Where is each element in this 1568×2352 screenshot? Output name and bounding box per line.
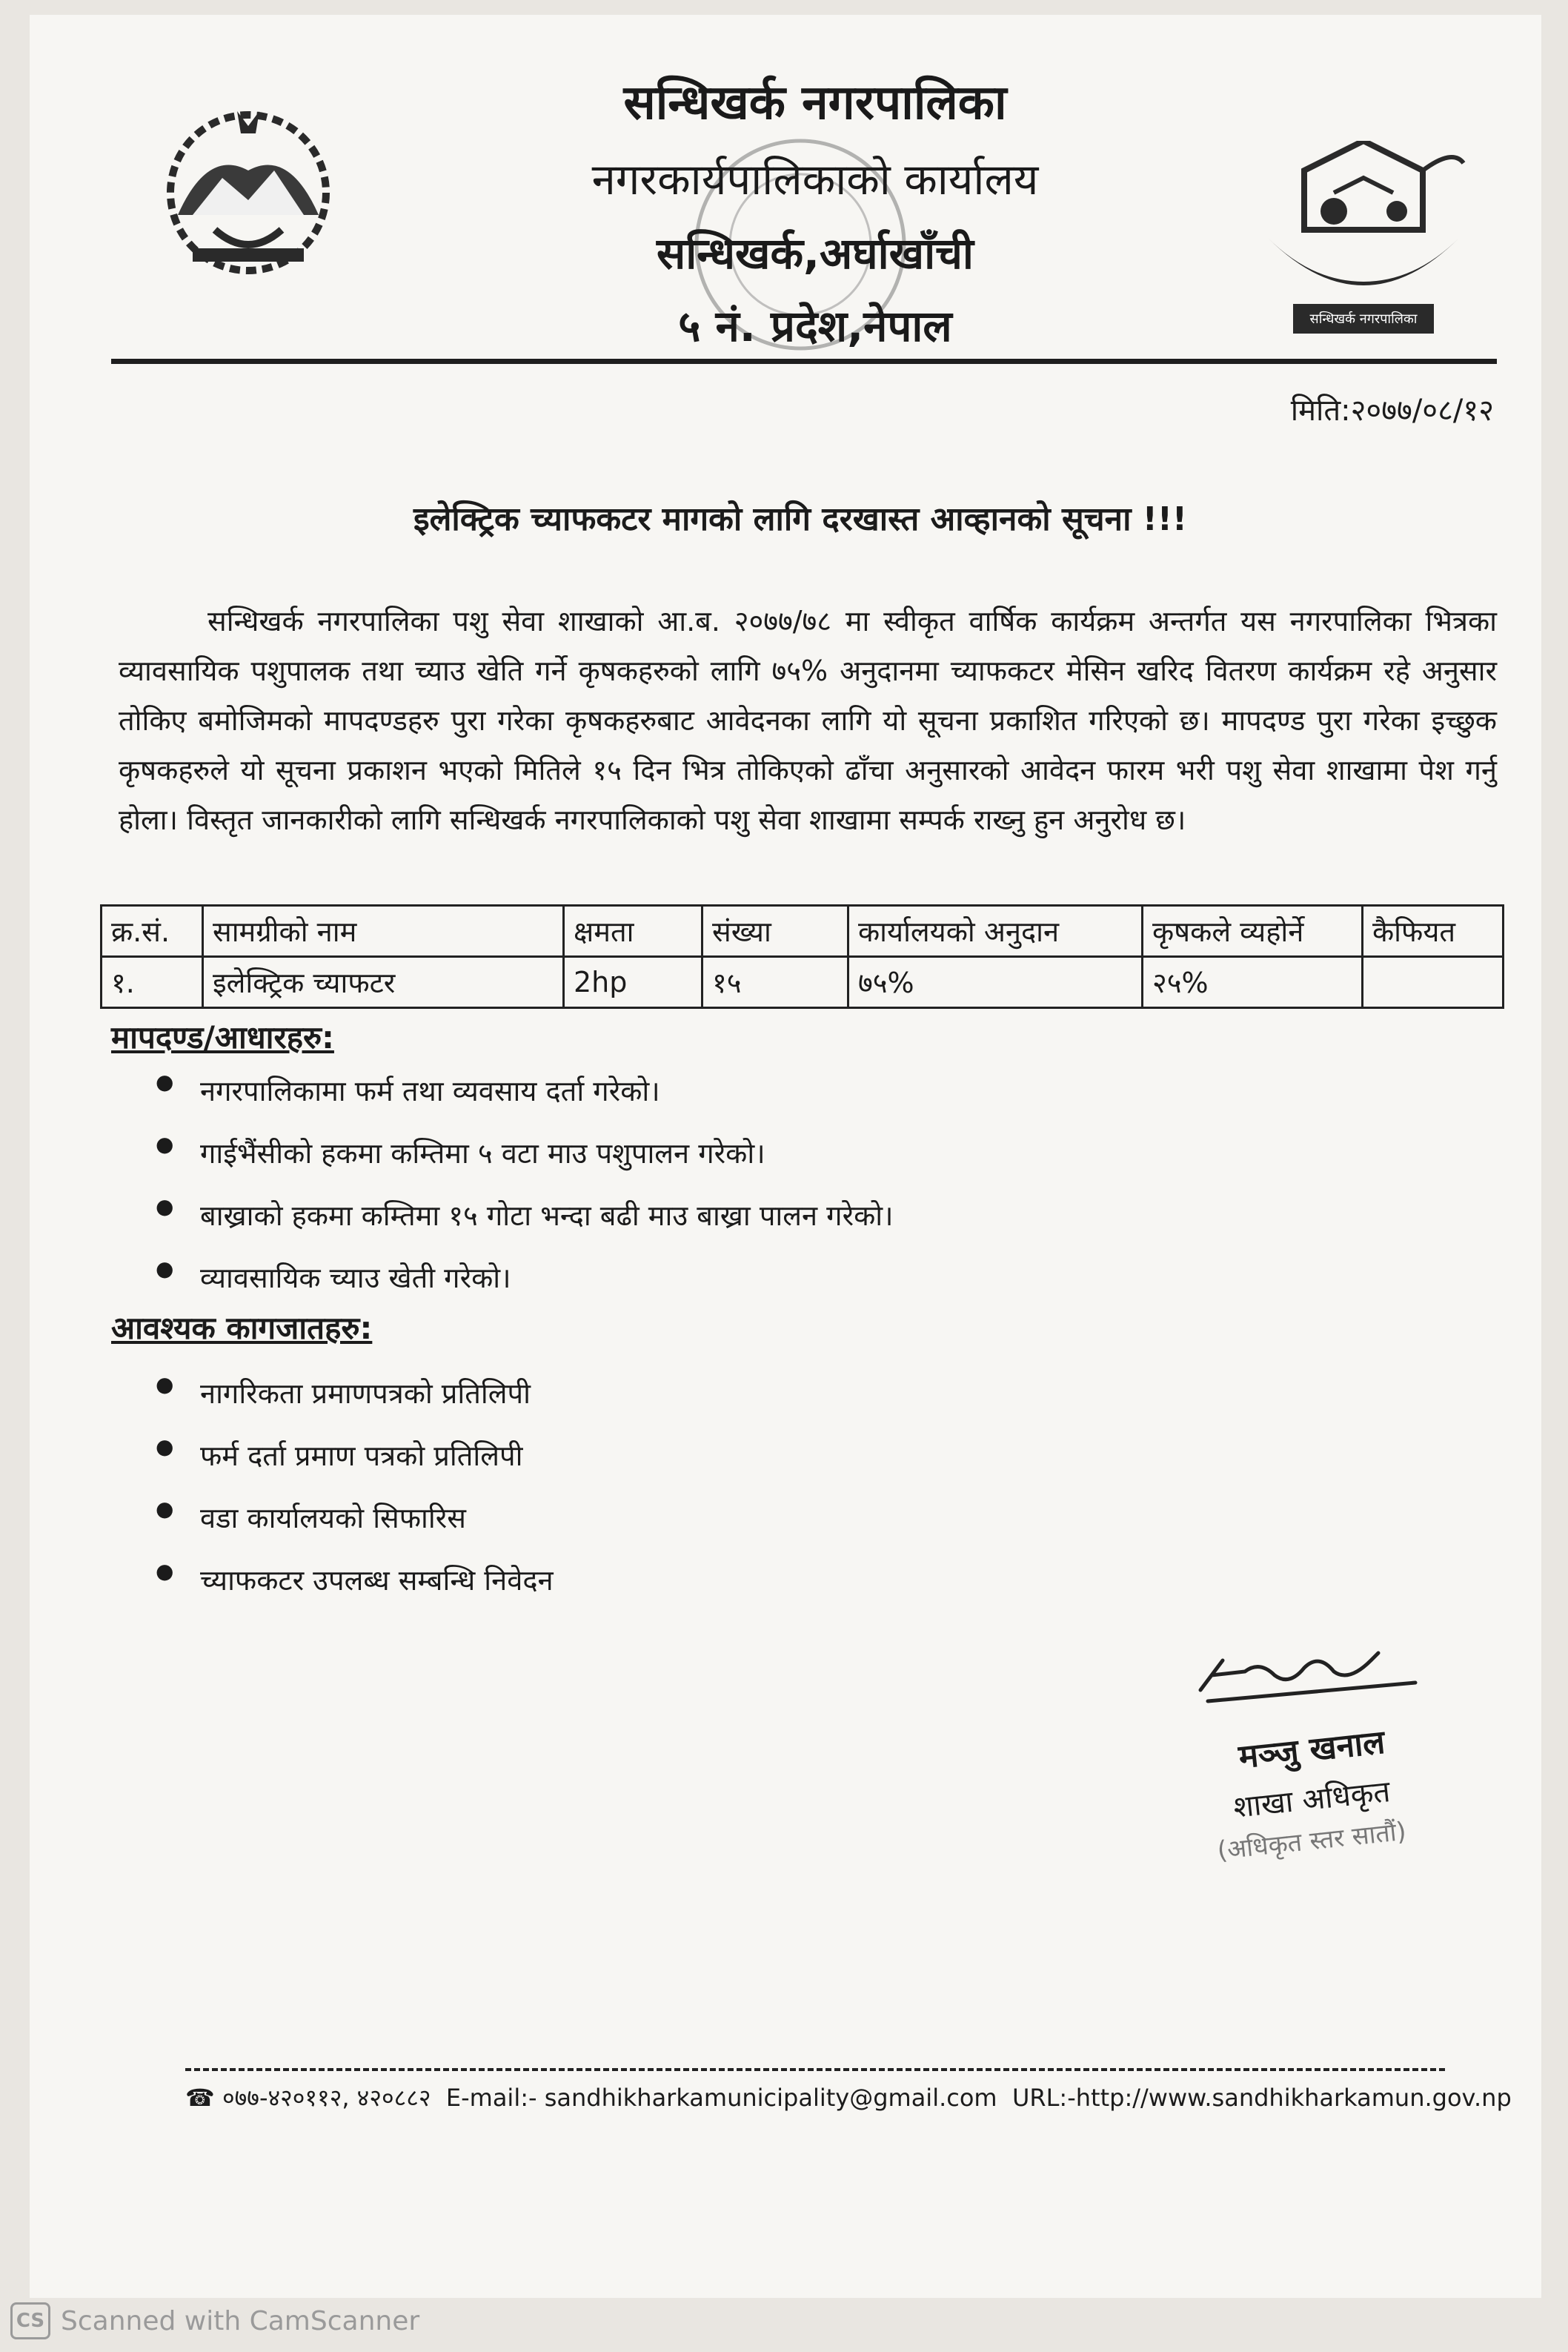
table-cell: 2hp bbox=[564, 957, 702, 1008]
contact-footer bbox=[185, 2081, 1512, 2113]
camscanner-icon: CS bbox=[10, 2302, 50, 2339]
office-location: सन्धिखर्क,अर्घाखाँची bbox=[657, 228, 974, 279]
list-item: ● नगरपालिकामा फर्म तथा व्यवसाय दर्ता गरेको। bbox=[156, 1071, 894, 1133]
table-header-row bbox=[102, 906, 1504, 957]
signatory-name: मञ्जु खनाल bbox=[1237, 1723, 1387, 1777]
table-cell: इलेक्ट्रिक च्याफटर bbox=[203, 957, 564, 1008]
table-cell: १. bbox=[102, 957, 203, 1008]
table-cell: २५% bbox=[1143, 957, 1363, 1008]
phone-icon: ☎ bbox=[185, 2084, 215, 2112]
signature-block bbox=[1156, 1631, 1467, 1866]
table-header-cell: क्षमता bbox=[564, 906, 702, 957]
table-row bbox=[102, 957, 1504, 1008]
list-item: ● वडा कार्यालयको सिफारिस bbox=[156, 1498, 554, 1560]
notice-body bbox=[119, 597, 1497, 845]
table-header-cell: क्र.सं. bbox=[102, 906, 203, 957]
municipality-logo bbox=[1252, 141, 1475, 351]
footer-divider bbox=[185, 2068, 1445, 2071]
office-name: नगरकार्यपालिकाको कार्यालय bbox=[591, 154, 1039, 205]
items-table bbox=[100, 904, 1504, 1009]
table-header-cell: सामग्रीको नाम bbox=[203, 906, 564, 957]
contact-email: E-mail:- sandhikharkamunicipality@gmail.com bbox=[445, 2084, 997, 2112]
notice-date: मिति:२०७७/०८/१२ bbox=[1290, 394, 1494, 428]
documents-list bbox=[156, 1374, 554, 1623]
camscanner-label: Scanned with CamScanner bbox=[61, 2305, 420, 2336]
contact-url: URL:-http://www.sandhikharkamun.gov.np bbox=[1011, 2084, 1512, 2112]
list-item: ● फर्म दर्ता प्रमाण पत्रको प्रतिलिपी bbox=[156, 1436, 554, 1498]
table-header-cell: संख्या bbox=[702, 906, 848, 957]
table-cell: १५ bbox=[702, 957, 848, 1008]
table-cell: ७५% bbox=[848, 957, 1143, 1008]
signatory-rank: (अधिकृत स्तर सातौं) bbox=[1215, 1816, 1408, 1866]
notice-title: इलेक्ट्रिक च्याफकटर मागको लागि दरखास्त आव्हानको सूचना !!! bbox=[413, 500, 1187, 538]
list-item: ● च्याफकटर उपलब्ध सम्बन्धि निवेदन bbox=[156, 1560, 554, 1623]
criteria-list bbox=[156, 1071, 894, 1320]
municipality-name: सन्धिखर्क नगरपालिका bbox=[623, 76, 1007, 130]
documents-heading: आवश्यक कागजातहरु: bbox=[111, 1310, 373, 1346]
table-header-cell: कृषकले व्यहोर्ने bbox=[1143, 906, 1363, 957]
province-line: ५ नं. प्रदेश,नेपाल bbox=[678, 301, 952, 351]
signatory-title: शाखा अधिकृत bbox=[1232, 1775, 1392, 1825]
list-item: ● गाईभैंसीको हकमा कम्तिमा ५ वटा माउ पशुपालन गरेको। bbox=[156, 1133, 894, 1196]
list-item: ● नागरिकता प्रमाणपत्रको प्रतिलिपी bbox=[156, 1374, 554, 1436]
contact-phone: ०७७-४२०११२, ४२०८८२ bbox=[222, 2084, 431, 2112]
table-header-cell: कैफियत bbox=[1363, 906, 1504, 957]
table-cell bbox=[1363, 957, 1504, 1008]
municipality-logo-text: सन्धिखर्क नगरपालिका bbox=[1309, 311, 1418, 327]
nepal-emblem-logo bbox=[148, 104, 348, 292]
handwritten-signature bbox=[1193, 1631, 1430, 1712]
list-item: ● व्यावसायिक च्याउ खेती गरेको। bbox=[156, 1258, 894, 1320]
criteria-heading: मापदण्ड/आधारहरु: bbox=[111, 1019, 334, 1056]
list-item: ● बाख्राको हकमा कम्तिमा १५ गोटा भन्दा बढी माउ बाख्रा पालन गरेको। bbox=[156, 1196, 894, 1258]
notice-paragraph: सन्धिखर्क नगरपालिका पशु सेवा शाखाको आ.ब. २०७७/७८ मा स्वीकृत वार्षिक कार्यक्रम अन्तर्गत यस नगरपालिका भित्रका व्यावसायिक पशुपालक तथा च्याउ खेति गर्ने कृषकहरुको लागि ७५% अनुदानमा च्याफकटर मेसिन खरिद वितरण कार्यक्रम रहे अनुसार तोकिए बमोजिमको मापदण्डहरु पुरा गरेका कृषकहरुबाट आवेदनका लागि यो सूचना प्रकाशित गरिएको छ। मापदण्ड पुरा गरेका इच्छुक कृषकहरुले यो सूचना प्रकाशन भएको मितिले १५ दिन भित्र तोकिएको ढाँचा अनुसारको आवेदन फारम भरी पशु सेवा शाखामा पेश गर्नु होला। विस्तृत जानकारीको लागि सन्धिखर्क नगरपालिकाको पशु सेवा शाखामा सम्पर्क राख्नु हुन अनुरोध छ। bbox=[119, 605, 1498, 836]
table-header-cell: कार्यालयको अनुदान bbox=[848, 906, 1143, 957]
header-divider bbox=[111, 359, 1497, 364]
camscanner-watermark bbox=[10, 2302, 419, 2339]
